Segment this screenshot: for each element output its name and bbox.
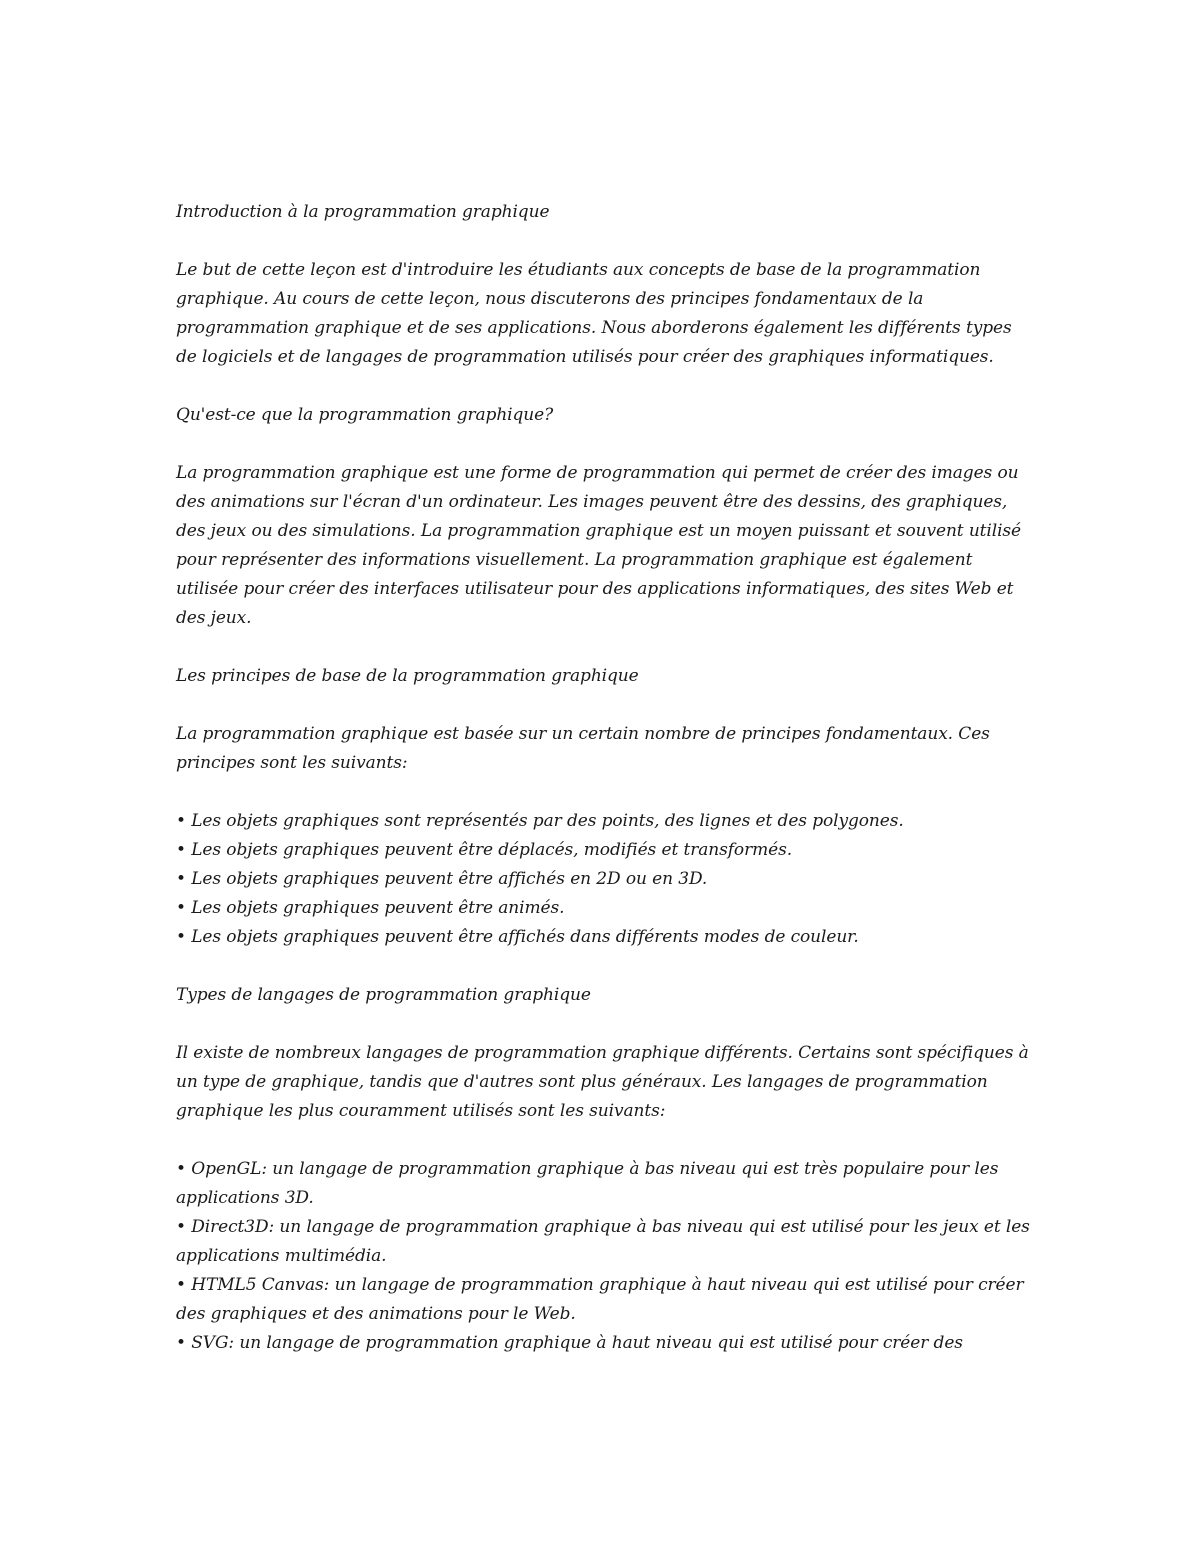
list-item: • Les objets graphiques sont représentés par des points, des lignes et des polygones. <box>176 807 1036 836</box>
list-item: • OpenGL: un langage de programmation graphique à bas niveau qui est très populaire pour les applications 3D. <box>176 1155 1036 1213</box>
section-heading-principles: Les principes de base de la programmation graphique <box>176 666 639 686</box>
intro-paragraph: Le but de cette leçon est d'introduire les étudiants aux concepts de base de la programmation graphique. Au cours de cette leçon, nous discuterons des principes fondamentaux de la programmation graphique et de ses applications. Nous aborderons également les différents types de logiciels et de langages de programmation utilisés pour créer des graphiques informatiques. <box>176 260 1012 367</box>
list-item: • SVG: un langage de programmation graphique à haut niveau qui est utilisé pour créer des <box>176 1329 1036 1358</box>
principles-list <box>176 807 1036 952</box>
document-title: Introduction à la programmation graphique <box>176 202 550 222</box>
list-item: • HTML5 Canvas: un langage de programmation graphique à haut niveau qui est utilisé pour créer des graphiques et des animations pour le Web. <box>176 1271 1036 1329</box>
list-item: • Les objets graphiques peuvent être affichés en 2D ou en 3D. <box>176 865 1036 894</box>
list-item: • Les objets graphiques peuvent être animés. <box>176 894 1036 923</box>
list-item: • Les objets graphiques peuvent être affichés dans différents modes de couleur. <box>176 923 1036 952</box>
document-page <box>176 198 1036 1387</box>
list-item: • Direct3D: un langage de programmation graphique à bas niveau qui est utilisé pour les jeux et les applications multimédia. <box>176 1213 1036 1271</box>
section-heading-language-types: Types de langages de programmation graphique <box>176 985 591 1005</box>
languages-list <box>176 1155 1036 1358</box>
list-item: • Les objets graphiques peuvent être déplacés, modifiés et transformés. <box>176 836 1036 865</box>
section-body-principles: La programmation graphique est basée sur un certain nombre de principes fondamentaux. Ces principes sont les suivants: <box>176 724 990 773</box>
section-body-language-types: Il existe de nombreux langages de programmation graphique différents. Certains sont spécifiques à un type de graphique, tandis que d'autres sont plus généraux. Les langages de programmation graphique les plus couramment utilisés sont les suivants: <box>176 1043 1029 1121</box>
section-heading-what-is: Qu'est-ce que la programmation graphique? <box>176 405 554 425</box>
section-body-what-is: La programmation graphique est une forme de programmation qui permet de créer des images ou des animations sur l'écran d'un ordinateur. Les images peuvent être des dessins, des graphiques, des jeux ou des simulations. La programmation graphique est un moyen puissant et souvent utilisé pour représenter des informations visuellement. La programmation graphique est également utilisée pour créer des interfaces utilisateur pour des applications informatiques, des sites Web et des jeux. <box>176 463 1021 628</box>
